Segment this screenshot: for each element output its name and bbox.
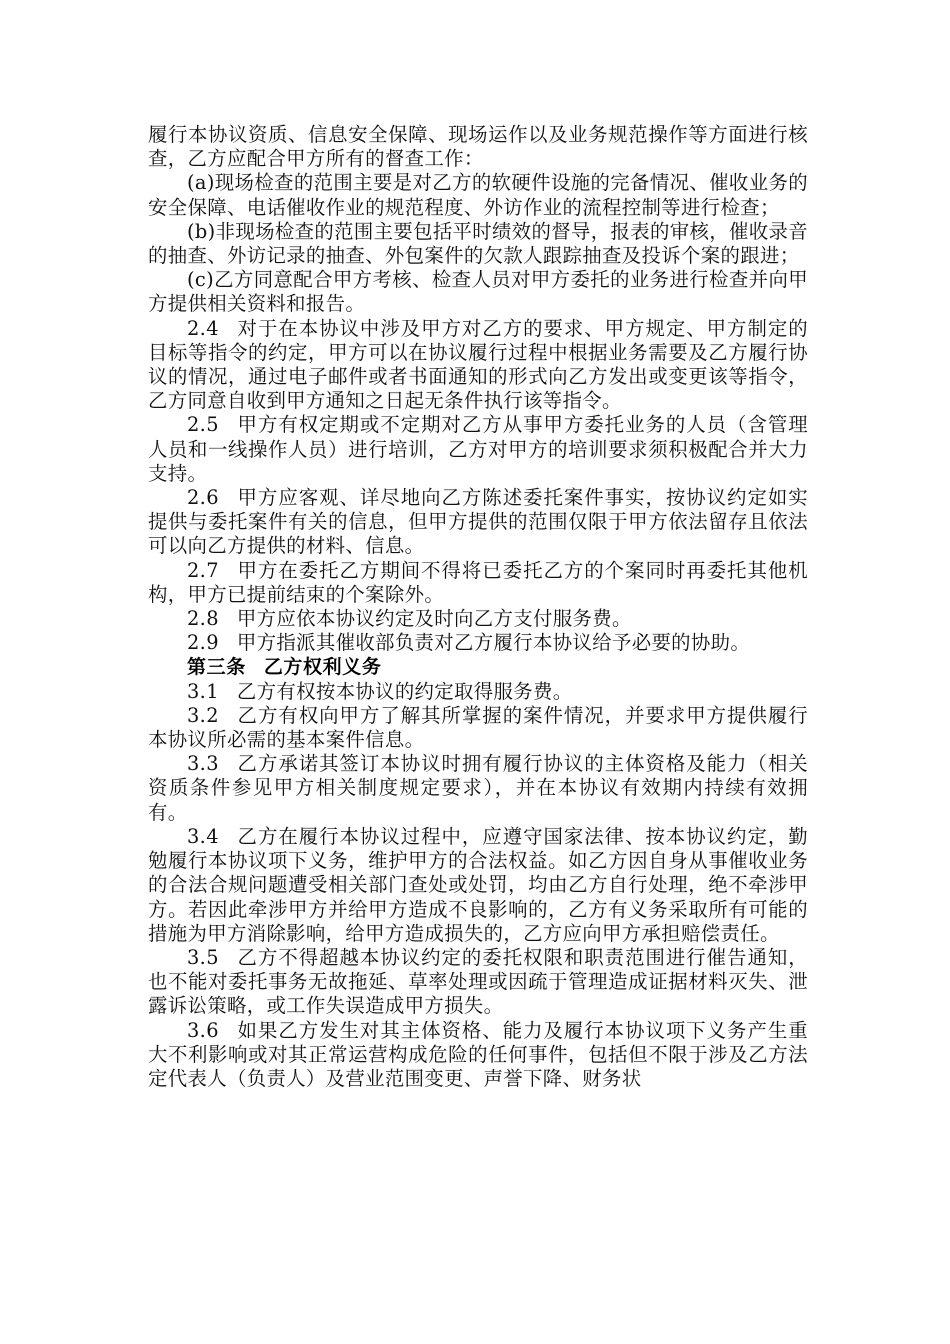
clause-number: 3.5 xyxy=(187,945,219,969)
paragraph: (c)乙方同意配合甲方考核、检查人员对甲方委托的业务进行检查并向甲方提供相关资料和报告。 xyxy=(148,268,808,316)
clause-number: 2.9 xyxy=(187,631,219,655)
clause-3-3 xyxy=(148,752,808,825)
clause-2-7 xyxy=(148,559,808,607)
clause-3-5 xyxy=(148,946,808,1019)
clause-number: 3.2 xyxy=(187,703,219,727)
clause-2-9 xyxy=(148,631,808,655)
clause-number: 2.6 xyxy=(187,486,219,510)
clause-text: 甲方在委托乙方期间不得将已委托乙方的个案同时再委托其他机构，甲方已提前结束的个案除外。 xyxy=(148,558,808,606)
paragraph: (a)现场检查的范围主要是对乙方的软硬件设施的完备情况、催收业务的安全保障、电话催收作业的规范程度、外访作业的流程控制等进行检查； xyxy=(148,171,808,219)
section-heading xyxy=(148,655,808,679)
clause-2-5 xyxy=(148,413,808,486)
clause-number: 3.6 xyxy=(187,1018,219,1042)
clause-number: 3.3 xyxy=(187,752,219,776)
clause-3-4 xyxy=(148,825,808,946)
clause-text: 乙方有权按本协议的约定取得服务费。 xyxy=(236,679,573,703)
paragraph: (b)非现场检查的范围主要包括平时绩效的督导，报表的审核，催收录音的抽查、外访记录的抽查、外包案件的欠款人跟踪抽查及投诉个案的跟进； xyxy=(148,219,808,268)
clause-number: 3.4 xyxy=(187,824,219,848)
clause-3-1 xyxy=(148,680,808,704)
clause-number: 2.7 xyxy=(187,558,219,582)
section-title: 乙方权利义务 xyxy=(263,656,382,679)
clause-number: 2.5 xyxy=(187,413,219,437)
clause-2-4 xyxy=(148,317,808,414)
clause-text: 乙方不得超越本协议约定的委托权限和职责范围进行催告通知，也不能对委托事务无故拖延、草率处理或因疏于管理造成证据材料灭失、泄露诉讼策略，或工作失误造成甲方损失。 xyxy=(148,945,808,1018)
clause-2-6 xyxy=(148,486,808,559)
section-number: 第三条 xyxy=(187,656,246,679)
clause-text: 乙方承诺其签订本协议时拥有履行协议的主体资格及能力（相关资质条件参见甲方相关制度规定要求），并在本协议有效期内持续有效拥有。 xyxy=(148,752,808,824)
clause-text: 乙方有权向甲方了解其所掌握的案件情况，并要求甲方提供履行本协议所必需的基本案件信息。 xyxy=(148,703,808,752)
paragraph: 履行本协议资质、信息安全保障、现场运作以及业务规范操作等方面进行核查，乙方应配合甲方所有的督查工作： xyxy=(148,123,808,171)
clause-3-2 xyxy=(148,704,808,752)
clause-2-8 xyxy=(148,607,808,631)
clause-text: 甲方有权定期或不定期对乙方从事甲方委托业务的人员（含管理人员和一线操作人员）进行培训，乙方对甲方的培训要求须积极配合并大力支持。 xyxy=(148,413,808,485)
clause-text: 甲方指派其催收部负责对乙方履行本协议给予必要的协助。 xyxy=(236,631,751,655)
clause-3-6 xyxy=(148,1019,808,1092)
clause-text: 乙方在履行本协议过程中，应遵守国家法律、按本协议约定，勤勉履行本协议项下义务，维护甲方的合法权益。如乙方因自身从事催收业务的合法合规问题遭受相关部门查处或处罚，均由乙方自行处理，绝不牵涉甲方。若因此牵涉甲方并给甲方造成不良影响的，乙方有义务采取所有可能的措施为甲方消除影响，给甲方造成损失的，乙方应向甲方承担赔偿责任。 xyxy=(148,824,808,945)
clause-number: 3.1 xyxy=(187,679,219,703)
clause-number: 2.8 xyxy=(187,607,219,631)
clause-text: 甲方应依本协议约定及时向乙方支付服务费。 xyxy=(236,607,632,631)
clause-text: 对于在本协议中涉及甲方对乙方的要求、甲方规定、甲方制定的目标等指令的约定，甲方可以在协议履行过程中根据业务需要及乙方履行协议的情况，通过电子邮件或者书面通知的形式向乙方发出或变更该等指令，乙方同意自收到甲方通知之日起无条件执行该等指令。 xyxy=(148,316,808,413)
clause-text: 甲方应客观、详尽地向乙方陈述委托案件事实，按协议约定如实提供与委托案件有关的信息，但甲方提供的范围仅限于甲方依法留存且依法可以向乙方提供的材料、信息。 xyxy=(148,486,808,558)
clause-text: 如果乙方发生对其主体资格、能力及履行本协议项下义务产生重大不利影响或对其正常运营构成危险的任何事件，包括但不限于涉及乙方法定代表人（负责人）及营业范围变更、声誉下降、财务状 xyxy=(148,1018,808,1090)
clause-number: 2.4 xyxy=(187,316,219,340)
document-body xyxy=(148,123,808,1091)
